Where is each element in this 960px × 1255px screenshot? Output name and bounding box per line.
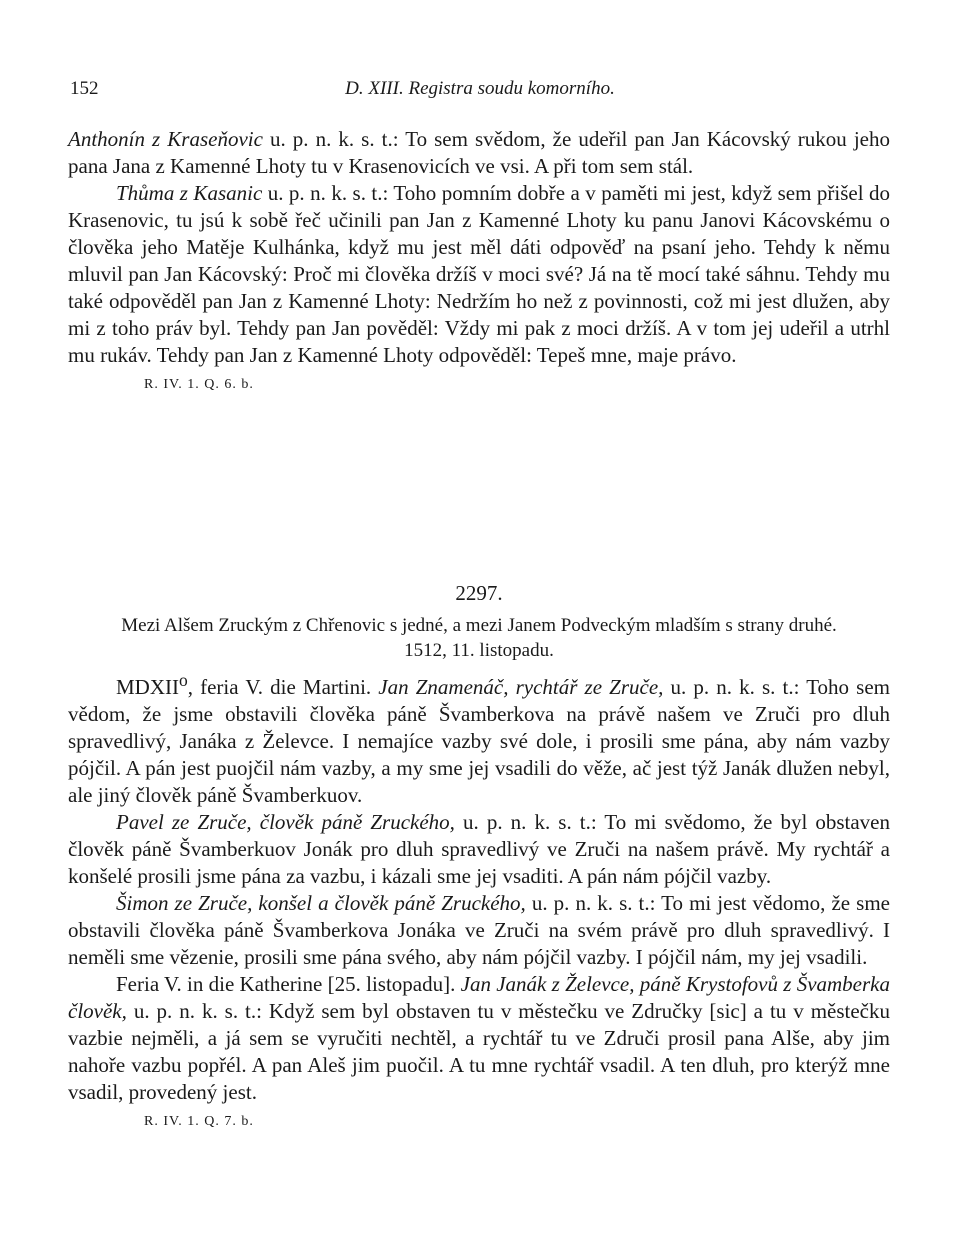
page-header bbox=[70, 78, 890, 108]
testimony-text: u. p. n. k. s. t.: Když sem byl obstaven tu v městečku ve Zdručky [sic] a tu v městečku vazbie nejměli, a já sem se vyručiti nechtěl, a rychtář tu ve Zdruči prosil pana Alše, aby jim nahoře vazbu popřél. A pan Aleš jim puočil. A tu mne rychtář vsadil. A ten dluh, pro kterýž mne vsadil, provedený jest. bbox=[68, 999, 890, 1104]
testimony-text: u. p. n. k. s. t.: Toho pomním dobře a v paměti mi jest, když sem přišel do Krasenovic, tu jsú k sobě řeč učinili pan Jan z Kamenné Lhoty ku panu Janovi Kácovskému o člověka jeho Matěje Kulhánka, když mu jest měl dáti odpověď na psaní jeho. Tehdy k němu mluvil pan Jan Kácovský: Proč mi člověka držíš v moci své? Já na tě mocí také sáhnu. Tehdy mu také odpověděl pan Jan z Kamenné Lhoty: Nedržím ho než z povinnosti, což mi jest dlužen, aby mi z toho práv byl. Tehdy pan Jan pověděl: Vždy mi pak z moci držíš. A v tom jej udeřil a utrhl mu rukáv. Tehdy pan Jan z Kamenné Lhoty odpověděl: Tepeš mne, maje právo. bbox=[68, 181, 890, 367]
testimony-paragraph bbox=[68, 667, 890, 809]
testimony-text: u. p. n. k. s. t.: To sem svědom, že udeřil pan Jan Kácovský rukou jeho pana Jana z Kamenné Lhoty tu v Krasenovicích ve vsi. A při tom sem stál. bbox=[68, 127, 890, 178]
entry-2297 bbox=[68, 562, 890, 1135]
date-text: , feria V. die Martini. bbox=[187, 675, 379, 699]
witness-name: Pavel ze Zruče, člověk páně Zruckého, bbox=[116, 810, 455, 834]
testimony-paragraph bbox=[68, 971, 890, 1106]
testimony-paragraph bbox=[68, 126, 890, 180]
witness-name: Šimon ze Zruče, konšel a člověk páně Zruckého, bbox=[116, 891, 526, 915]
running-title: D. XIII. Registra soudu komorního. bbox=[345, 78, 615, 99]
testimony-paragraph bbox=[68, 809, 890, 890]
entry-2296-continuation bbox=[68, 126, 890, 398]
entry-number: 2297. bbox=[455, 581, 503, 605]
testimony-paragraph bbox=[68, 890, 890, 971]
archival-reference: R. IV. 1. Q. 6. b. bbox=[144, 377, 254, 392]
witness-name: Jan Janák z Želevce, páně Krystofovů z Švamberka člověk, bbox=[68, 972, 890, 1023]
superscript: o bbox=[179, 670, 188, 690]
date-text: Feria V. in die Katherine [25. listopadu]. bbox=[116, 972, 461, 996]
testimony-text: u. p. n. k. s. t.: To mi jest vědomo, že sme obstavili člověka páně Švamberkova Jonáka ve Zruči na svém právě pro dluh spravedlivý. I neměli sme vězenie, prosili sme pána svého, aby nám pójčil vazby. I pójčil nám, my jej vsadili. bbox=[68, 891, 891, 969]
entry-heading: Mezi Alšem Zruckým z Chřenovic s jedné, a mezi Janem Podveckým mladším s strany druhé. bbox=[121, 615, 837, 636]
testimony-text: u. p. n. k. s. t.: Toho sem vědom, že jsme obstavili člověka páně Švamberkova na právě našem ve Zruči pro dluh spravedlivý, Janáka z Želevce. I nemajíce vazby své dole, i prosili sme pána, aby nám vazby pójčil. A pán jest puojčil nám vazby, a my sme jej vsadili do věže, ač jest týž Janák dlužen nebyl, ale jiný člověk páně Švamberkuov. bbox=[68, 675, 890, 807]
witness-name: Anthonín z Kraseňovic bbox=[68, 127, 263, 151]
witness-name: Jan Znamenáč, rychtář ze Zruče, bbox=[378, 675, 664, 699]
page-number: 152 bbox=[70, 78, 99, 99]
witness-name: Thůma z Kasanic bbox=[116, 181, 263, 205]
archival-reference: R. IV. 1. Q. 7. b. bbox=[144, 1114, 254, 1129]
date-text: MDXII bbox=[116, 675, 179, 699]
testimony-text: u. p. n. k. s. t.: To mi svědomo, že byl obstaven člověk páně Švamberkuov Jonák pro dluh spravedlivý ve Zruči na našem právě. My rychtář a konšelé prosili jsme pána za vazbu, i kázali sme jej vsaditi. A pán nám pójčil vazby. bbox=[68, 810, 890, 888]
testimony-paragraph bbox=[68, 180, 890, 369]
entry-date: 1512, 11. listopadu. bbox=[404, 640, 554, 661]
